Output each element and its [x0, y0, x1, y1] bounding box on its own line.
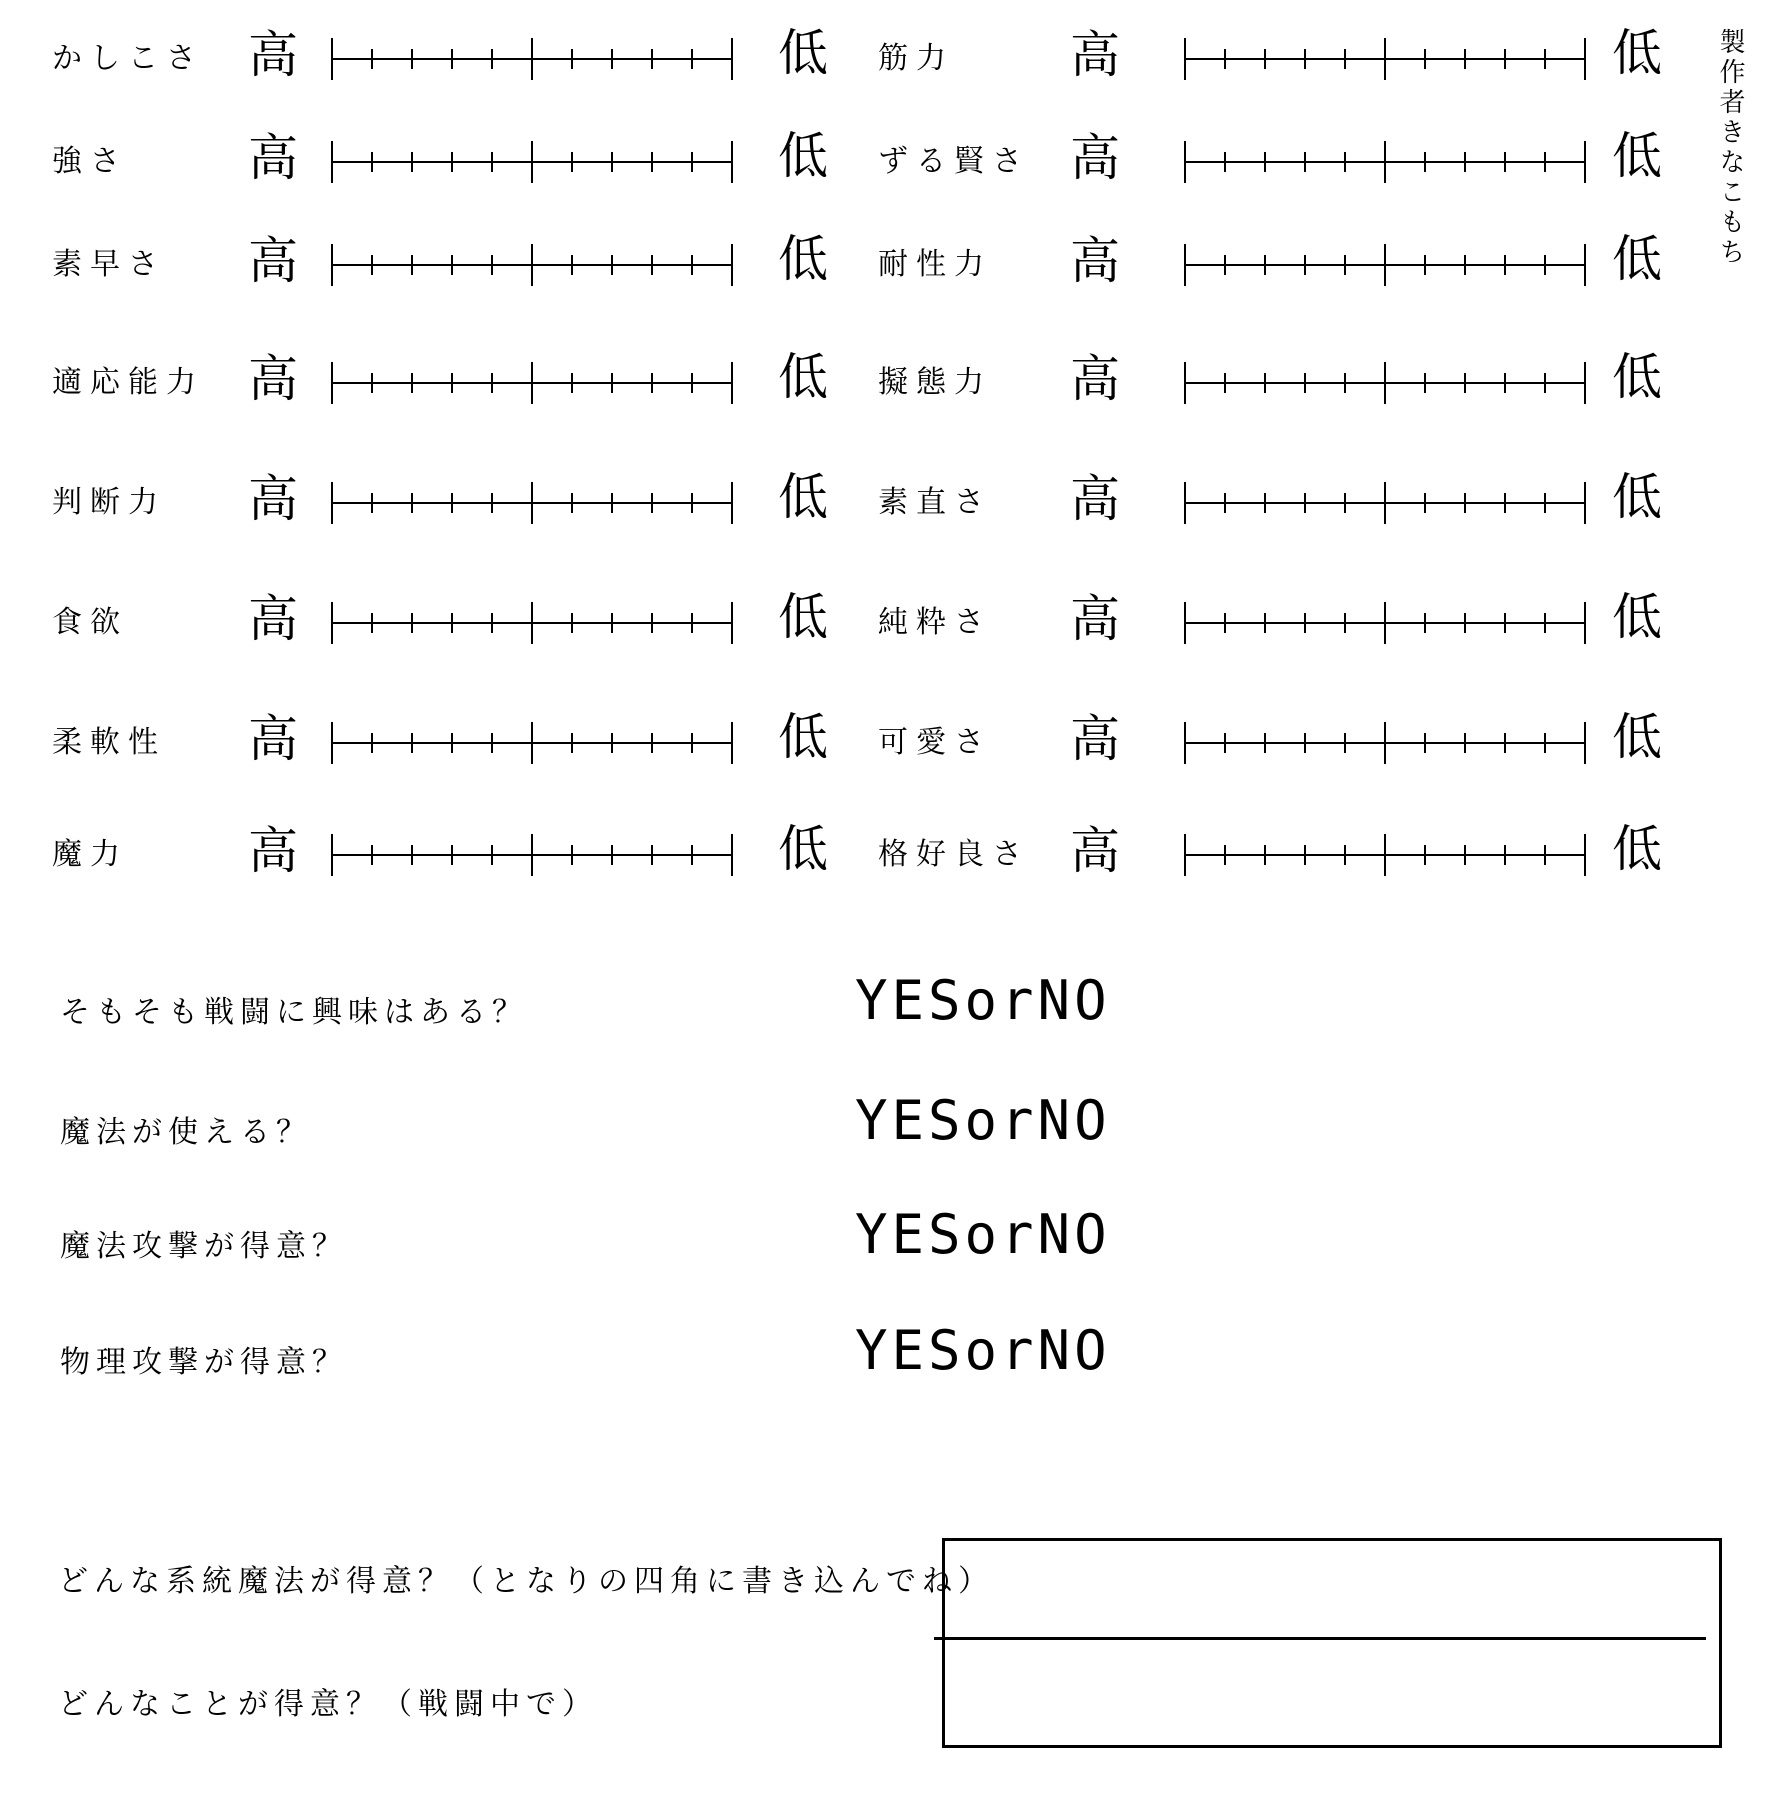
left-scale-low: 低 [778, 24, 828, 82]
right-scale-bar[interactable] [1183, 720, 1587, 766]
left-scale-bar[interactable] [330, 36, 734, 82]
left-scale-bar[interactable] [330, 832, 734, 878]
right-scale-label: 純粋さ [878, 605, 992, 640]
right-scale-low: 低 [1612, 588, 1662, 646]
question-text: 物理攻撃が得意？ [60, 1345, 348, 1380]
left-scale-low: 低 [778, 468, 828, 526]
left-scale-low: 低 [778, 348, 828, 406]
left-scale-label: 魔力 [52, 837, 128, 872]
right-scale-low: 低 [1612, 348, 1662, 406]
left-scale-label: 食欲 [52, 605, 128, 640]
left-scale-bar[interactable] [330, 360, 734, 406]
left-scale-label: 柔軟性 [52, 725, 166, 760]
yes-no-answer[interactable]: YESorNO [855, 1319, 1111, 1382]
question-text: そもそも戦闘に興味はある？ [60, 995, 528, 1030]
right-scale-bar[interactable] [1183, 139, 1587, 185]
right-scale-high: 高 [1070, 470, 1120, 528]
right-scale-high: 高 [1070, 129, 1120, 187]
right-scale-high: 高 [1070, 26, 1120, 84]
right-scale-low: 低 [1612, 820, 1662, 878]
right-scale-label: 可愛さ [878, 725, 992, 760]
left-scale-low: 低 [778, 588, 828, 646]
right-scale-label: 耐性力 [878, 247, 992, 282]
left-scale-label: 判断力 [52, 485, 166, 520]
left-scale-bar[interactable] [330, 600, 734, 646]
left-scale-bar[interactable] [330, 720, 734, 766]
right-scale-bar[interactable] [1183, 360, 1587, 406]
right-scale-high: 高 [1070, 590, 1120, 648]
left-scale-high: 高 [248, 350, 298, 408]
left-scale-low: 低 [778, 127, 828, 185]
left-scale-low: 低 [778, 708, 828, 766]
free-question-1: どんな系統魔法が得意？（となりの四角に書き込んでね） [58, 1564, 994, 1599]
free-question-2: どんなことが得意？（戦闘中で） [58, 1687, 598, 1722]
left-scale-high: 高 [248, 590, 298, 648]
right-scale-label: 擬態力 [878, 365, 992, 400]
right-scale-bar[interactable] [1183, 36, 1587, 82]
yes-no-answer[interactable]: YESorNO [855, 1203, 1111, 1266]
answer-box[interactable] [942, 1538, 1722, 1748]
right-scale-label: 素直さ [878, 485, 992, 520]
left-scale-high: 高 [248, 710, 298, 768]
right-scale-bar[interactable] [1183, 242, 1587, 288]
left-scale-bar[interactable] [330, 480, 734, 526]
credit: 製作者きなこもち [1715, 28, 1745, 268]
right-scale-high: 高 [1070, 232, 1120, 290]
yes-no-answer[interactable]: YESorNO [855, 969, 1111, 1032]
right-scale-low: 低 [1612, 127, 1662, 185]
left-scale-low: 低 [778, 820, 828, 878]
right-scale-bar[interactable] [1183, 480, 1587, 526]
left-scale-label: 適応能力 [52, 365, 204, 400]
question-text: 魔法攻撃が得意？ [60, 1229, 348, 1264]
left-scale-high: 高 [248, 26, 298, 84]
question-text: 魔法が使える？ [60, 1115, 312, 1150]
right-scale-label: 筋力 [878, 41, 954, 76]
left-scale-label: 強さ [52, 144, 128, 179]
left-scale-label: かしこさ [52, 41, 204, 76]
right-scale-low: 低 [1612, 24, 1662, 82]
right-scale-bar[interactable] [1183, 832, 1587, 878]
right-scale-bar[interactable] [1183, 600, 1587, 646]
right-scale-low: 低 [1612, 230, 1662, 288]
left-scale-bar[interactable] [330, 242, 734, 288]
left-scale-high: 高 [248, 470, 298, 528]
answer-box-divider [934, 1637, 1706, 1640]
left-scale-high: 高 [248, 822, 298, 880]
left-scale-bar[interactable] [330, 139, 734, 185]
right-scale-low: 低 [1612, 708, 1662, 766]
right-scale-high: 高 [1070, 350, 1120, 408]
left-scale-high: 高 [248, 232, 298, 290]
left-scale-high: 高 [248, 129, 298, 187]
right-scale-high: 高 [1070, 822, 1120, 880]
right-scale-label: 格好良さ [878, 837, 1030, 872]
left-scale-label: 素早さ [52, 247, 166, 282]
right-scale-label: ずる賢さ [878, 144, 1030, 179]
left-scale-low: 低 [778, 230, 828, 288]
right-scale-high: 高 [1070, 710, 1120, 768]
yes-no-answer[interactable]: YESorNO [855, 1089, 1111, 1152]
right-scale-low: 低 [1612, 468, 1662, 526]
